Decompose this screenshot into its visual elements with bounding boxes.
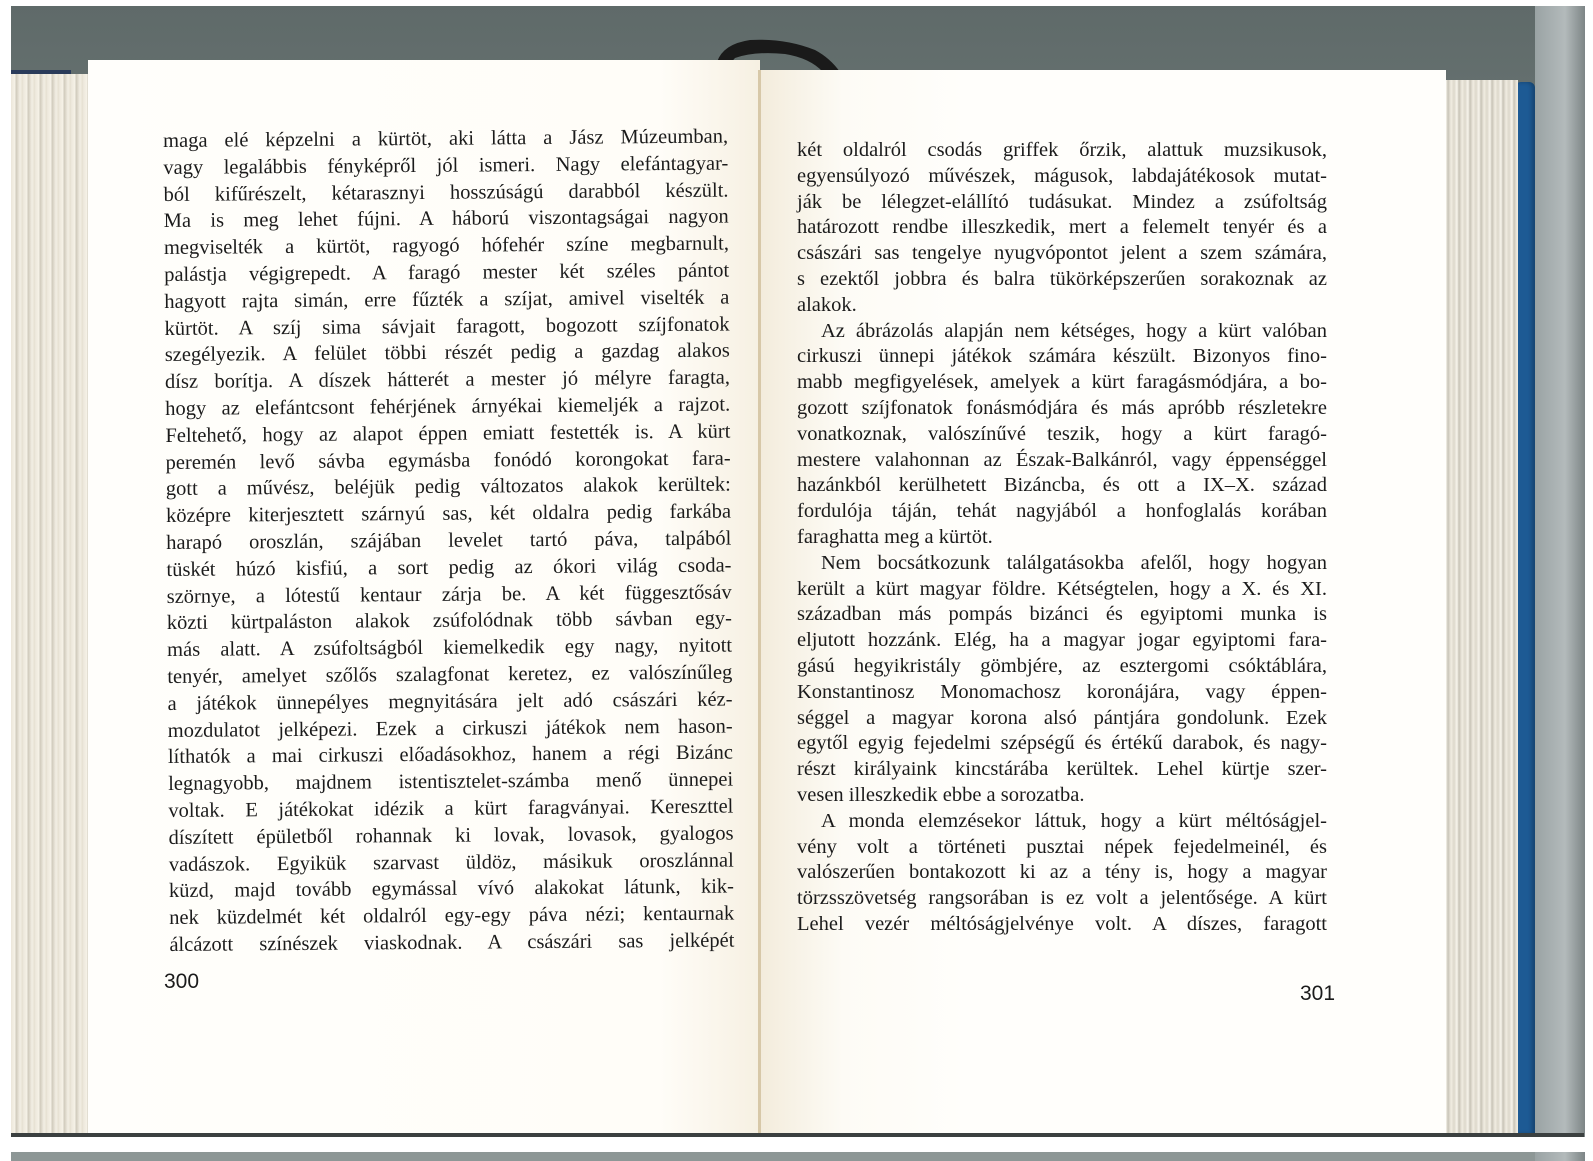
text-line: középre kiterjesztett szárnyú sas, két oldalra pedig farkába <box>165 500 732 528</box>
text-line: vadászok. Egyikük szarvast üldöz, másikuk oroszlánnal <box>168 849 734 876</box>
text-line: ják be lélegzet-elállító tudásukat. Mindez a zsúfoltság <box>797 190 1327 213</box>
text-line: maga elé képzelni a kürtöt, aki látta a Jász Múzeumban, <box>163 125 729 152</box>
text-line: határozott rendbe illeszkedik, mert a felemelt tenyér és a <box>797 216 1327 239</box>
text-line: peremén levő sávba egymásba fonódó korongokat fara- <box>165 447 731 474</box>
text-line: egyensúlyozó művészek, mágusok, labdajátékosok mutat- <box>797 164 1327 187</box>
scan-margin <box>0 1137 1593 1152</box>
text-line: hogy az elefántcsont fehérjének árnyékai kiemeljék a rajzot. <box>165 393 731 420</box>
text-line: vagy legalábbis fényképről jól ismeri. Nagy elefántagyar- <box>163 152 729 179</box>
text-line: megviselték a kürtöt, ragyogó hófehér színe megbarnult, <box>163 232 730 260</box>
text-line: alakok. <box>797 293 857 316</box>
text-line: gású hegyikristály gömbjére, az esztergomi csóktáblára, <box>797 654 1327 677</box>
page-stack-left <box>11 74 91 1134</box>
text-line: valószerűen bontakozott ki az a tény is, hogy a magyar <box>797 861 1327 884</box>
text-line: tüskét húzó kisfiú, a sort pedig az ókori világ csoda- <box>166 554 732 581</box>
text-line: dísz borítja. A díszek hátterét a mester jó mélyre faragta, <box>164 366 731 394</box>
text-line: Nem bocsátkozunk találgatásokba afelől, hogy hogyan <box>821 551 1327 574</box>
text-line: mestere valahonnan az Észak-Balkánról, vagy éppenséggel <box>797 448 1327 471</box>
text-line: került a kürt magyar földre. Kétségtelen, hogy a X. és XI. <box>797 577 1327 600</box>
text-line: egytől egyig fejedelmi szépségű és értékű darabok, és nagy- <box>797 732 1327 755</box>
text-line: mozdulatot jelképezi. Ezek a cirkuszi játékok nem hason- <box>167 715 733 742</box>
text-line: gott a művész, beléjük pedig változatos alakok kerültek: <box>165 473 731 501</box>
text-line: Ma is meg lehet fújni. A háború viszontagságai nagyon <box>163 205 729 233</box>
text-line: Az ábrázolás alapján nem kétséges, hogy a kürt valóban <box>821 319 1327 342</box>
text-line: törzsszövetség rangsorában is ez volt a jelentősége. A kürt <box>797 887 1327 910</box>
text-line: A monda elemzésekor láttuk, hogy a kürt méltóságjel- <box>821 809 1327 832</box>
book-gutter <box>758 70 761 1134</box>
text-line: palástja végigrepedt. A faragó mester két széles pántot <box>164 259 730 286</box>
page-number-right: 301 <box>1300 982 1336 1005</box>
text-line: hazánkból kerülhetett Bizáncba, és ott a IX–X. század <box>797 474 1327 497</box>
text-line: században más pompás bizánci és egyiptomi munka is <box>797 603 1327 626</box>
text-line: harapó oroszlán, szájában levelet tartó páva, talpából <box>166 527 732 554</box>
text-line: kürtöt. A szíj sima sávjait faragott, bogozott szíjfonatok <box>164 313 730 340</box>
page-number-left: 300 <box>164 970 200 993</box>
text-line: Feltehető, hogy az alapot éppen emiatt festették is. A kürt <box>165 420 731 447</box>
text-line: két oldalról csodás griffek őrzik, alattuk muzsikusok, <box>797 139 1327 161</box>
right-page-text <box>797 138 1327 938</box>
text-line: császári sas tengelye nyugvópontot jelent a szem számára, <box>797 242 1327 265</box>
text-line: Lehel vezér méltóságjelvénye volt. A díszes, faragott <box>797 912 1327 935</box>
text-line: séggel a magyar korona alsó pántjára gondolunk. Ezek <box>797 706 1327 729</box>
text-line: díszített épületből rohannak ki lovak, lovasok, gyalogos <box>168 822 734 849</box>
text-line: voltak. E játékokat idézik a kürt faragványai. Kereszttel <box>168 795 734 822</box>
text-line: eljutott hozzánk. Elég, ha a magyar jogar egyiptomi fara- <box>797 629 1327 652</box>
book-cover-right <box>1515 82 1535 1134</box>
text-line: szörnye, a lótestű kentaur zárja be. A két függesztősáv <box>166 581 732 608</box>
text-line: közti kürtpaláston alakok zsúfolódnak több sávban egy- <box>166 607 732 635</box>
text-line: vonatkoznak, valószínűvé teszik, hogy a kürt faragó- <box>797 422 1327 445</box>
text-line: vesen illeszkedik ebbe a sorozatba. <box>797 783 1085 806</box>
text-line: Konstantinosz Monomachosz koronájára, vagy éppen- <box>797 680 1327 703</box>
text-line: líthatók a mai cirkuszi előadásokhoz, hanem a régi Bizánc <box>167 741 734 769</box>
text-line: fordulója táján, tehát nagyjából a honfoglalás korában <box>797 500 1327 523</box>
page-stack-right <box>1440 80 1518 1134</box>
scanner-backdrop-right <box>1535 6 1585 1161</box>
text-line: vény volt a történeti pusztai népek fejedelmeinél, és <box>797 835 1327 858</box>
text-line: részt királyaink kincstárába kerültek. Lehel kürtje szer- <box>797 758 1327 781</box>
text-line: szegélyezik. A felület többi részét pedig a gazdag alakos <box>164 339 730 367</box>
text-line: gozott szíjfonatok fonásmódjára és más apróbb részletekre <box>797 396 1327 419</box>
text-line: más alatt. A zsúfoltságból kiemelkedik egy nagy, nyitott <box>167 634 733 662</box>
text-line: küzd, majd tovább egymással vívó alakokat látunk, kik- <box>168 875 735 903</box>
text-line: faraghatta meg a kürtöt. <box>797 525 993 548</box>
text-line: cirkuszi ünnepi játékok számára készült. Bizonyos fino- <box>797 345 1327 368</box>
text-line: álcázott színészek viaskodnak. A császári sas jelképét <box>169 929 735 956</box>
text-line: mabb megfigyelések, amelyek a kürt faragásmódjára, a bo- <box>797 371 1327 394</box>
text-line: s ezektől jobbra és balra tükörképszerűen sorakoznak az <box>797 267 1327 290</box>
left-page-text <box>163 124 735 959</box>
text-line: nek küzdelmét két oldalról egy-egy páva nézi; kentaurnak <box>169 902 735 930</box>
text-line: a játékok ünnepélyes megnyitására jelt adó császári kéz- <box>167 688 733 715</box>
text-line: ból kifűrészelt, kétarasznyi hosszúságú darabból készült. <box>163 179 729 206</box>
text-line: tenyér, amelyet szőlős szalagfonat keretez, ez valószínűleg <box>167 661 733 688</box>
text-line: legnagyobb, majdnem istentisztelet-számba menő ünnepei <box>168 768 734 796</box>
text-line: hagyott rajta simán, erre fűzték a szíjat, amivel viselték a <box>164 286 730 313</box>
